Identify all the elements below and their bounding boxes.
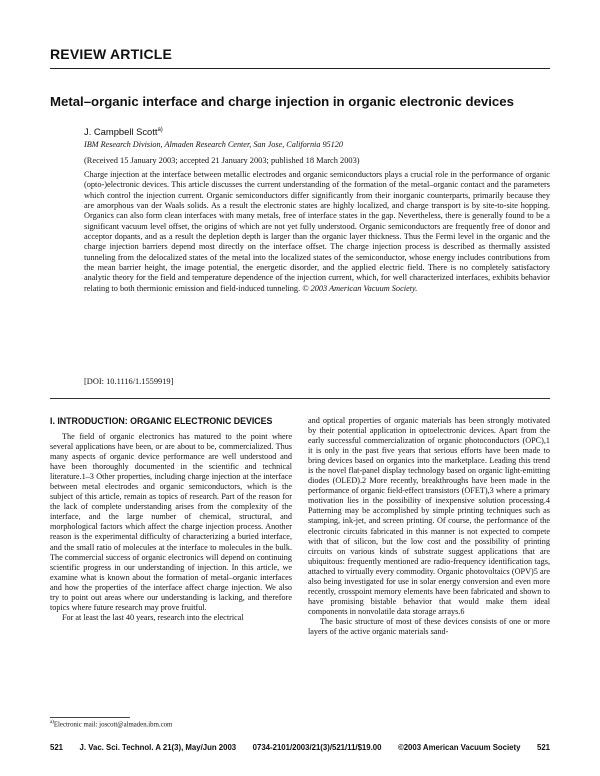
right-paragraph: and optical properties of organic materials has been strongly motivated by their potential application in optoelectronic devices. Apart from the early successful commercialization of organic photoconductors (OPC),1 it is only in the past five years that serious efforts have been made to bring devices based on organics into the marketplace. Leading this trend is the novel flat-panel display technology based on organic light-emitting diodes (OLED).2 More recently, breakthroughs have been made in the performance of organic field-effect transistors (OFET),3 where a primary motivation lies in the possibility of inexpensive solution processing.4 Patterning may be accomplished by simple printing techniques such as stamping, ink-jet, and screen printing. Of course, the performance of the electronic circuits fabricated in this manner is not expected to compete with that of silicon, but the low cost and the possibility of printing circuits on various kinds of substrate suggest applications that are ubiquitous: frequently mentioned are radio-frequency identification tags, attached to virtually every commodity. Organic photovoltaics (OPV)5 are also being investigated for use in solar energy conversion and even more recently, crosspoint memory elements have been fabricated and shown to have promising bistable behavior that would make them ideal components in nonvolatile data storage arrays.6 bbox=[308, 416, 550, 616]
left-column bbox=[50, 416, 292, 623]
page-number-left: 521 bbox=[50, 743, 64, 752]
section-label: REVIEW ARTICLE bbox=[50, 46, 173, 62]
article-title: Metal–organic interface and charge injection in organic electronic devices bbox=[50, 94, 514, 109]
abstract bbox=[84, 170, 550, 294]
footnote-rule bbox=[50, 717, 130, 718]
abstract-text: Charge injection at the interface between metallic electrodes and organic semiconductors plays a crucial role in the performance of organic (opto-)electronic devices. This article discusses the current understanding of the formation of the metal–organic contact and the parameters which control the injection current. Organic semiconductors differ significantly from their inorganic counterparts, primarily because they are amorphous van der Waals solids. As a result the electronic states are highly localized, and charge transport is by site-to-site hopping. Organics can also form clean interfaces with many metals, free of interface states in the gap. Nevertheless, there is generally found to be a significant vacuum level offset, the origins of which are not yet fully understood. Organic semiconductors are frequently free of donor and acceptor dopants, and as a result the depletion depth is larger than the organic layer thickness. Thus the Fermi level in the organic and the charge injection barriers depend most directly on the interface offset. The charge injection process is described as thermally assisted tunneling from the delocalized states of the metal into the localized states of the semiconductor, whose energy includes contributions from the mean barrier height, the image potential, the energetic disorder, and the applied electric field. There is no completely satisfactory analytic theory for the field and temperature dependence of the injection current, which, for well characterized interfaces, exhibits behavior relating to both thermionic emission and field-induced tunneling. bbox=[84, 170, 550, 293]
author-name: J. Campbell Scott bbox=[84, 126, 158, 137]
footnote bbox=[50, 720, 172, 728]
section-heading: I. INTRODUCTION: ORGANIC ELECTRONIC DEVICES bbox=[50, 416, 273, 426]
doi: [DOI: 10.1116/1.1559919] bbox=[84, 377, 174, 386]
abstract-copyright: © 2003 American Vacuum Society. bbox=[302, 283, 418, 293]
right-paragraph: The basic structure of most of these devices consists of one or more layers of the active organic materials sand- bbox=[308, 616, 550, 636]
author-footnote-mark: a) bbox=[157, 126, 163, 133]
affiliation: IBM Research Division, Almaden Research Center, San Jose, California 95120 bbox=[84, 140, 343, 149]
page-footer bbox=[50, 743, 550, 752]
received-dates: (Received 15 January 2003; accepted 21 January 2003; published 18 March 2003) bbox=[84, 156, 360, 165]
journal-citation: J. Vac. Sci. Technol. A 21(3), May/Jun 2003 bbox=[79, 743, 237, 752]
article-codes: 0734-2101/2003/21(3)/521/11/$19.00 bbox=[252, 743, 382, 752]
author-line bbox=[84, 126, 163, 137]
left-paragraph: For at least the last 40 years, research into the electrical bbox=[62, 612, 244, 622]
abstract-rule bbox=[50, 398, 550, 399]
footnote-email: Electronic mail: joscott@almaden.ibm.com bbox=[53, 721, 173, 729]
page-number-right: 521 bbox=[536, 743, 550, 752]
right-column bbox=[308, 416, 550, 637]
society-copyright: ©2003 American Vacuum Society bbox=[397, 743, 521, 752]
header-rule bbox=[50, 68, 550, 69]
left-paragraph: The field of organic electronics has matured to the point where several applications have been, or are about to be, commercialized. Thus many aspects of organic device performance are well understood and have been thoroughly documented in the scientific and technical literature.1–3 Other properties, including charge injection at the interface between metal electrodes and organic semiconductors, which is the subject of this article, remain as topics of research. Part of the reason for the lack of complete understanding arises from the complexity of the interface, and the large number of chemical, structural, and morphological factors which affect the charge injection process. Another reason is the experimental difficulty of characterizing a buried interface, and the small ratio of molecules at the interface to molecules in the bulk. The commercial success of organic electronics will depend on continuing scientific progress in our understanding of injection. In this article, we examine what is known about the formation of metal–organic interfaces and how the properties of the interface affect charge injection. We also try to point out areas where our understanding is lacking, and therefore topics where future research may prove fruitful. bbox=[50, 432, 292, 612]
footnote-mark: a) bbox=[50, 720, 54, 725]
